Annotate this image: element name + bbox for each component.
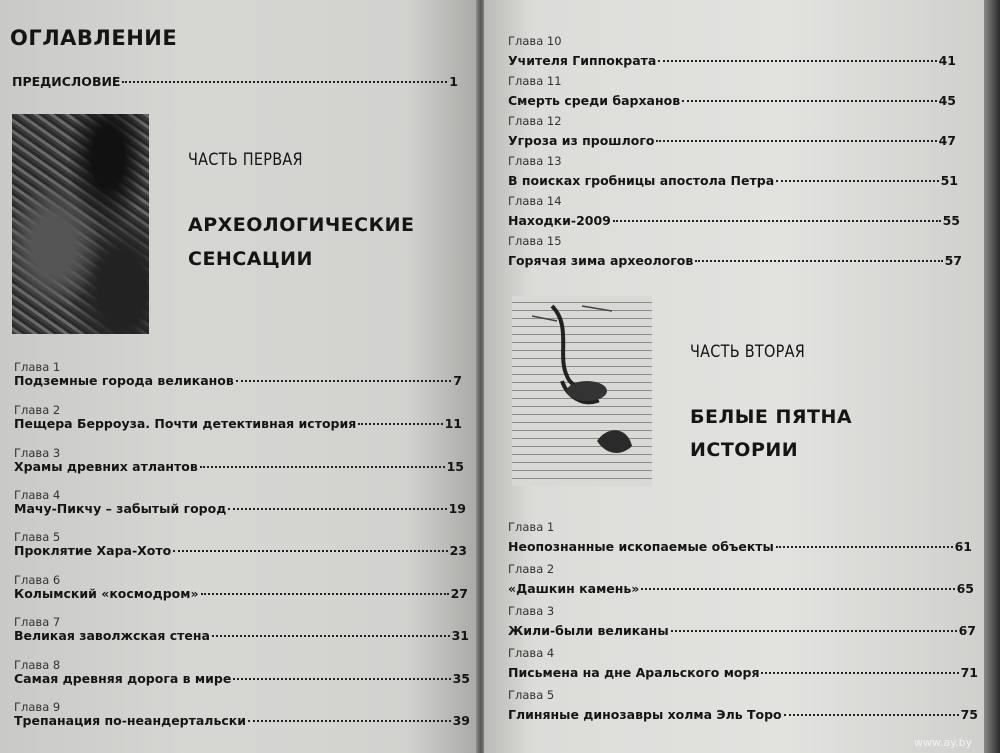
toc-entry-page: 11 <box>444 416 462 431</box>
right-page <box>484 0 984 753</box>
chapter-number: Глава 13 <box>508 154 562 168</box>
toc-entry-title: Находки-2009 <box>508 213 611 228</box>
toc-entry-page: 27 <box>450 586 468 601</box>
toc-entry <box>508 623 976 638</box>
left-page <box>0 0 478 753</box>
book-edge <box>984 0 1000 753</box>
toc-entry-page: 61 <box>954 539 972 554</box>
chapter-number: Глава 14 <box>508 194 562 208</box>
dot-leader <box>173 550 447 552</box>
toc-entry-title: Проклятие Хара-Хото <box>14 543 172 558</box>
toc-entry <box>14 713 470 728</box>
toc-entry-page: 51 <box>940 173 958 188</box>
chapter-number: Глава 6 <box>14 573 61 587</box>
chapter-number: Глава 4 <box>508 646 555 660</box>
chapter-number: Глава 11 <box>508 74 562 88</box>
toc-entry <box>508 133 956 148</box>
chapter-number: Глава 7 <box>14 615 61 629</box>
dot-leader <box>695 260 942 262</box>
dot-leader <box>658 60 936 62</box>
dot-leader <box>641 588 954 590</box>
dot-leader <box>682 100 936 102</box>
toc-entry-page: 45 <box>938 93 956 108</box>
dot-leader <box>248 720 451 722</box>
chapter-number: Глава 9 <box>14 700 61 714</box>
toc-entry <box>14 416 462 431</box>
dot-leader <box>656 140 936 142</box>
chapter-number: Глава 1 <box>14 360 61 374</box>
toc-entry-title: Пещера Берроуза. Почти детективная история <box>14 416 357 431</box>
toc-entry-title: Великая заволжская стена <box>14 628 210 643</box>
preface-entry <box>12 74 458 89</box>
part-one-label: ЧАСТЬ ПЕРВАЯ <box>188 150 303 170</box>
dot-leader <box>613 220 941 222</box>
toc-entry-page: 67 <box>958 623 976 638</box>
dot-leader <box>761 672 958 674</box>
dot-leader <box>671 630 957 632</box>
toc-entry-title: Горячая зима археологов <box>508 253 694 268</box>
chapter-number: Глава 8 <box>14 658 61 672</box>
toc-entry <box>14 671 470 686</box>
chapter-number: Глава 2 <box>508 562 555 576</box>
manuscript-illustration <box>512 296 652 486</box>
dot-leader <box>358 423 442 425</box>
toc-entry-page: 75 <box>960 707 978 722</box>
chapter-number: Глава 5 <box>14 530 61 544</box>
toc-entry-title: Учителя Гиппократа <box>508 53 657 68</box>
manuscript-drawing <box>512 296 652 486</box>
dot-leader <box>201 593 449 595</box>
toc-entry-page: 65 <box>956 581 974 596</box>
toc-entry <box>508 53 956 68</box>
toc-entry <box>508 213 960 228</box>
toc-entry-page: 31 <box>451 628 469 643</box>
chapter-number: Глава 3 <box>508 604 555 618</box>
part-two-title-line1: БЕЛЫЕ ПЯТНА <box>690 406 853 428</box>
toc-entry-page: 19 <box>448 501 466 516</box>
chapter-number: Глава 10 <box>508 34 562 48</box>
toc-entry-title: Храмы древних атлантов <box>14 459 198 474</box>
toc-entry-title: Колымский «космодром» <box>14 586 199 601</box>
toc-entry-title: Письмена на дне Аральского моря <box>508 665 760 680</box>
part-two-title-line2: ИСТОРИИ <box>690 439 799 461</box>
toc-entry-page: 55 <box>942 213 960 228</box>
toc-entry <box>508 253 962 268</box>
toc-entry-page: 7 <box>453 373 462 388</box>
chapter-number: Глава 3 <box>14 446 61 460</box>
dot-leader <box>122 81 447 83</box>
preface-title: ПРЕДИСЛОВИЕ <box>12 74 121 89</box>
toc-entry-title: Мачу-Пикчу – забытый город <box>14 501 227 516</box>
toc-entry-title: Угроза из прошлого <box>508 133 655 148</box>
toc-entry-page: 23 <box>449 543 467 558</box>
toc-entry-title: В поисках гробницы апостола Петра <box>508 173 775 188</box>
dot-leader <box>776 180 938 182</box>
chapter-number: Глава 12 <box>508 114 562 128</box>
dot-leader <box>212 635 450 637</box>
toc-entry <box>508 665 978 680</box>
part-two-label: ЧАСТЬ ВТОРАЯ <box>690 342 806 362</box>
watermark: www.ay.by <box>914 736 973 749</box>
toc-entry <box>14 628 469 643</box>
part-one-title-line1: АРХЕОЛОГИЧЕСКИЕ <box>188 214 415 236</box>
toc-entry-page: 41 <box>938 53 956 68</box>
chapter-number: Глава 15 <box>508 234 562 248</box>
toc-entry-page: 47 <box>938 133 956 148</box>
toc-entry-page: 71 <box>960 665 978 680</box>
archaeology-photo <box>12 114 149 334</box>
chapter-number: Глава 4 <box>14 488 61 502</box>
toc-entry <box>14 501 466 516</box>
dot-leader <box>200 466 445 468</box>
toc-entry-title: Трепанация по-неандертальски <box>14 713 247 728</box>
toc-entry-page: 57 <box>944 253 962 268</box>
toc-entry <box>508 581 974 596</box>
toc-entry-title: Неопознанные ископаемые объекты <box>508 539 774 554</box>
toc-entry-page: 39 <box>452 713 470 728</box>
dot-leader <box>236 380 452 382</box>
dot-leader <box>784 714 959 716</box>
toc-entry-title: Самая древняя дорога в мире <box>14 671 232 686</box>
toc-entry-title: Подземные города великанов <box>14 373 234 388</box>
toc-entry-title: Глиняные динозавры холма Эль Торо <box>508 707 782 722</box>
dot-leader <box>233 678 450 680</box>
chapter-number: Глава 2 <box>14 403 61 417</box>
toc-entry-title: «Дашкин камень» <box>508 581 640 596</box>
toc-entry <box>14 459 464 474</box>
toc-entry <box>14 543 467 558</box>
dot-leader <box>776 546 953 548</box>
toc-entry-page: 35 <box>452 671 470 686</box>
toc-entry-title: Жили-были великаны <box>508 623 669 638</box>
toc-entry-title: Смерть среди барханов <box>508 93 681 108</box>
dot-leader <box>228 508 446 510</box>
toc-entry <box>508 173 958 188</box>
toc-entry <box>14 586 468 601</box>
toc-entry <box>508 93 956 108</box>
preface-page: 1 <box>449 74 458 89</box>
chapter-number: Глава 5 <box>508 688 555 702</box>
chapter-number: Глава 1 <box>508 520 555 534</box>
toc-entry-page: 15 <box>446 459 464 474</box>
part-one-title-line2: СЕНСАЦИИ <box>188 248 313 270</box>
toc-entry <box>508 707 978 722</box>
toc-entry <box>508 539 972 554</box>
toc-entry <box>14 373 462 388</box>
contents-heading: ОГЛАВЛЕНИЕ <box>10 26 178 50</box>
